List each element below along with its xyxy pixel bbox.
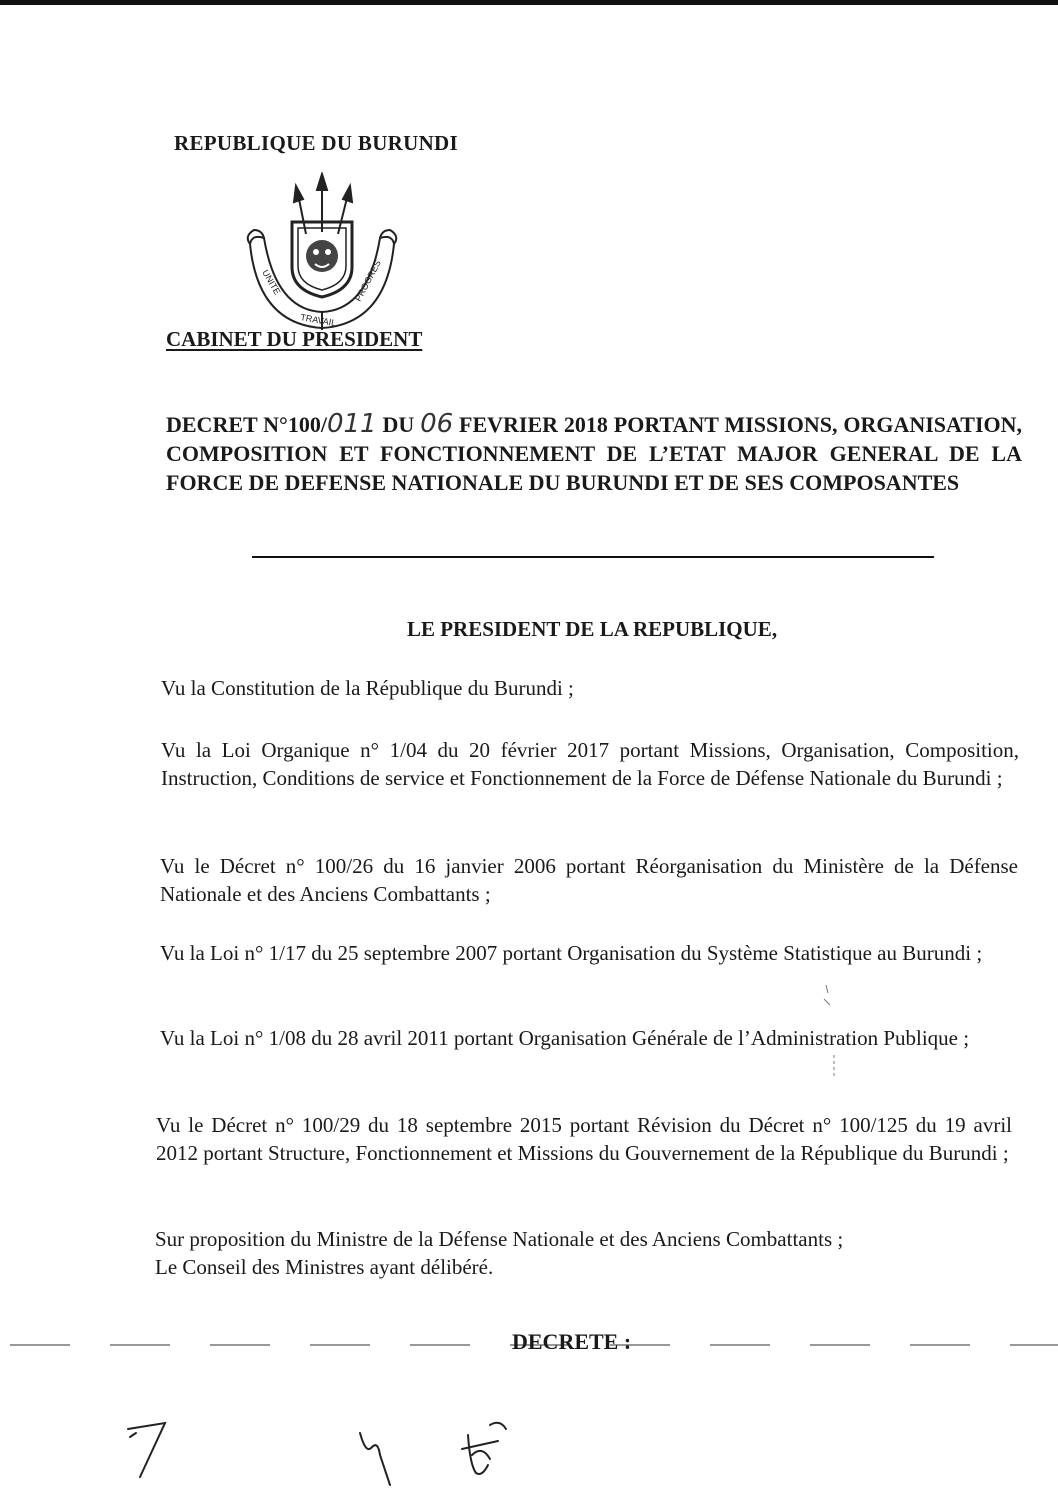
cabinet-heading: CABINET DU PRESIDENT (166, 327, 423, 351)
svg-text:UNITE: UNITE (260, 268, 283, 297)
svg-text:PROGRES: PROGRES (352, 258, 383, 303)
proposal-paragraph (155, 1225, 1015, 1281)
council-line: Le Conseil des Ministres ayant délibéré. (155, 1255, 494, 1279)
visa-paragraph: Vu la Constitution de la République du Burundi ; (161, 676, 574, 700)
handwritten-initials (110, 1415, 530, 1495)
visa-paragraph: Vu la Loi Organique n° 1/04 du 20 février 2017 portant Missions, Organisation, Composition, Instruction, Conditions de service et Fonctionnement de la Force de Défense Nationale du Burundi ; (161, 738, 1019, 790)
visa-paragraph: Vu le Décret n° 100/26 du 16 janvier 2006 portant Réorganisation du Ministère de la Défense Nationale et des Anciens Combattants ; (160, 854, 1018, 906)
svg-text:TRAVAIL: TRAVAIL (299, 312, 338, 329)
decrete-heading: DECRETE : (512, 1329, 632, 1354)
proposal-line: Sur proposition du Ministre de la Défense Nationale et des Anciens Combattants ; (155, 1227, 844, 1251)
title-divider (252, 556, 934, 558)
visa-paragraph: Vu la Loi n° 1/17 du 25 septembre 2007 portant Organisation du Système Statistique au Burundi ; (160, 941, 983, 965)
handwritten-decree-number: 011 (326, 409, 377, 439)
decree-title-du: DU (376, 412, 421, 437)
decree-title-prefix: DECRET N°100/ (166, 412, 327, 437)
visa-paragraph: Vu la Loi n° 1/08 du 28 avril 2011 portant Organisation Générale de l’Administration Publique ; (160, 1026, 970, 1050)
president-heading: LE PRESIDENT DE LA REPUBLIQUE, (406, 617, 778, 641)
visa-paragraph: Vu le Décret n° 100/29 du 18 septembre 2015 portant Révision du Décret n° 100/125 du 19 avril 2012 portant Structure, Fonctionnement et Missions du Gouvernement de la République du Burundi ; (156, 1113, 1012, 1165)
decree-title (166, 410, 1022, 497)
coat-of-arms-icon (240, 172, 400, 332)
scan-marks (800, 985, 850, 1085)
decree-title-rest: FEVRIER 2018 PORTANT MISSIONS, ORGANISATION, COMPOSITION ET FONCTIONNEMENT DE L’ETAT MAJOR GENERAL DE LA FORCE DE DEFENSE NATIONALE DU BURUNDI ET DE SES COMPOSANTES (166, 412, 1023, 495)
republic-heading: REPUBLIQUE DU BURUNDI (174, 131, 458, 155)
scan-top-edge (0, 0, 1058, 5)
handwritten-decree-day: 06 (420, 409, 454, 439)
